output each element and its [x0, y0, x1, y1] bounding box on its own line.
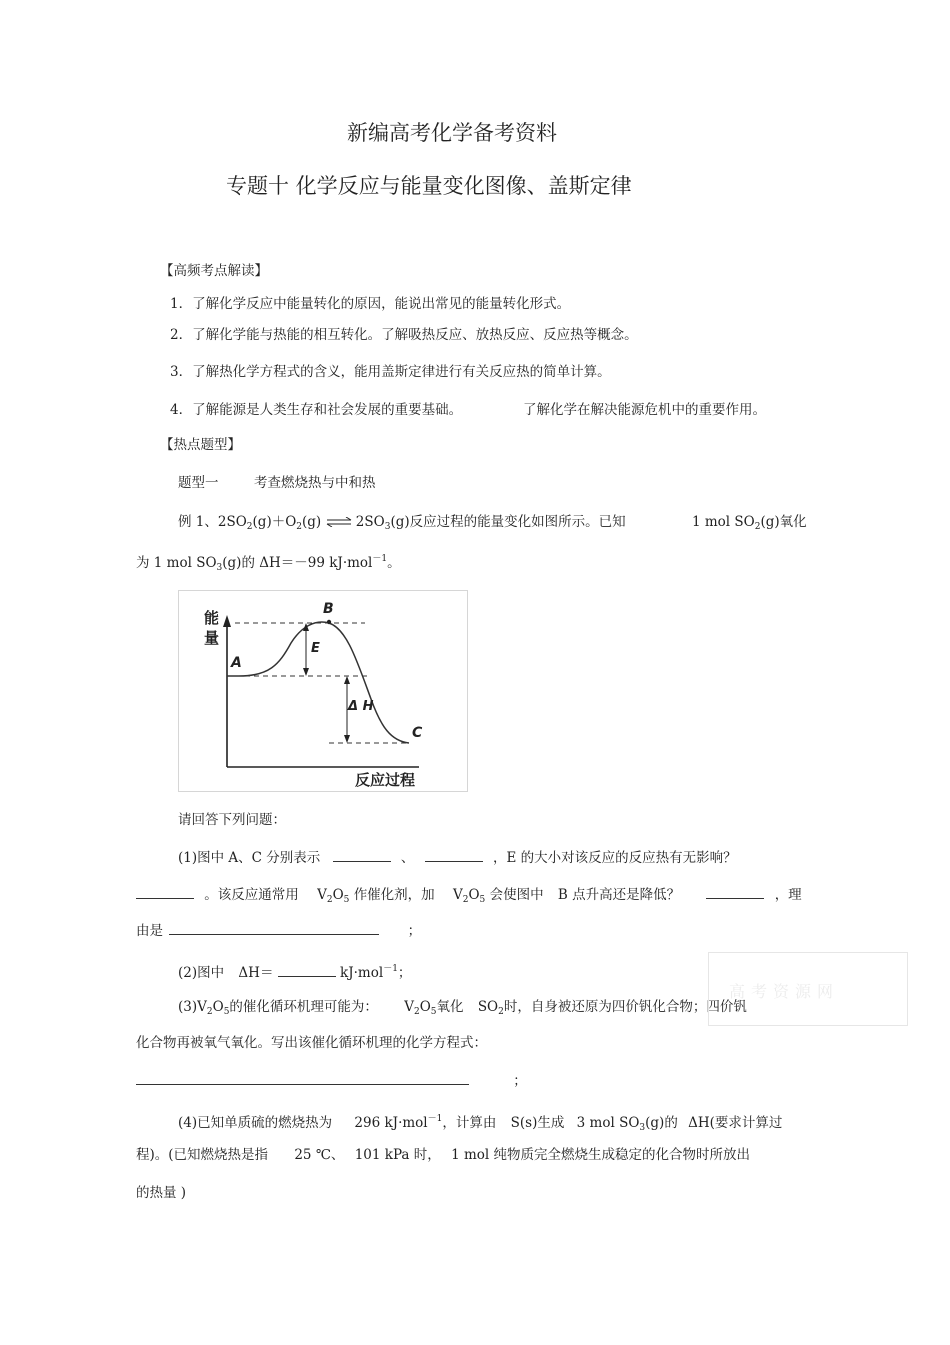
page-title: 新编高考化学备考资料	[347, 121, 557, 145]
equilibrium-arrow-icon	[326, 514, 352, 532]
y-axis-label-1: 能	[204, 609, 220, 627]
question-4-line-1: (4)已知单质硫的燃烧热为 296 kJ·mol$^{-1}$，计算由 S(s)生成 3 mol $SO_3(g)$的 ΔH(要求计算过	[178, 1114, 783, 1133]
watermark-box	[708, 952, 908, 1026]
example-line-2: 为 1 mol $SO_3(g)$的 ΔH＝－99 kJ·mol$^{-1}$。	[136, 554, 401, 573]
question-3-line-3: ；	[136, 1072, 527, 1090]
point-3: 3．了解热化学方程式的含义，能用盖斯定律进行有关反应热的简单计算。	[170, 364, 611, 380]
answer-blank-a[interactable]	[333, 849, 391, 862]
question-1-line-3: 由是 ；	[136, 923, 422, 939]
delta-h-label: Δ H	[348, 699, 374, 714]
question-3-line-2: 化合物再被氧气氧化。写出该催化循环机理的化学方程式：	[136, 1035, 487, 1051]
question-3-line-1: $(3)V_2O_5$的催化循环机理可能为： $V_2O_5$氧化 $SO_2$时，自身被还原为四价钒化合物；四价钒	[178, 999, 747, 1017]
reading-heading: 【高频考点解读】	[160, 263, 268, 279]
x-axis-label: 反应过程	[355, 771, 416, 789]
questions-prompt: 请回答下列问题：	[178, 812, 286, 828]
watermark-text: 高考资源网	[729, 982, 840, 1001]
type-one-title: 考查燃烧热与中和热	[254, 475, 376, 491]
answer-blank-reason[interactable]	[169, 922, 379, 935]
question-1-line-2: 。该反应通常用 $V_2O_5$ 作催化剂，加 $V_2O_5$ 会使图中 B 点升高还是降低？ ，理	[136, 886, 802, 909]
type-one-label: 题型一	[178, 475, 219, 491]
point-c-label: C	[412, 725, 423, 741]
point-4-cont: 了解化学在解决能源危机中的重要作用。	[523, 402, 766, 418]
hot-heading: 【热点题型】	[160, 437, 241, 453]
answer-blank-b-point[interactable]	[706, 886, 764, 899]
point-1: 1．了解化学反应中能量转化的原因，能说出常见的能量转化形式。	[170, 296, 571, 312]
answer-blank-equation[interactable]	[136, 1072, 469, 1085]
energy-diagram	[178, 590, 468, 792]
point-4: 4．了解能源是人类生存和社会发展的重要基础。	[170, 402, 463, 418]
answer-blank-c[interactable]	[425, 849, 483, 862]
example-line-1-tail: 1 mol $SO_2(g)$氧化	[692, 514, 807, 532]
y-axis-label-2: 量	[204, 629, 220, 647]
question-4-line-3: 的热量 )	[136, 1185, 187, 1201]
point-b-label: B	[323, 601, 334, 617]
example-line-1: 例 1、$2SO_2(g)+O_2(g)$ $2SO_3(g)$反应过程的能量变化如图所示。已知	[178, 514, 626, 532]
question-4-line-2: 程)。(已知燃烧热是指 25 ℃、 101 kPa 时， 1 mol 纯物质完全燃烧生成稳定的化合物时所放出	[136, 1147, 750, 1163]
point-2: 2．了解化学能与热能的相互转化。了解吸热反应、放热反应、反应热等概念。	[170, 327, 638, 343]
answer-blank-delta-h[interactable]	[278, 964, 336, 977]
question-1-line-1: (1)图中 A、C 分别表示 、 ，E 的大小对该反应的反应热有无影响？	[178, 850, 737, 866]
point-a-label: A	[231, 655, 242, 671]
answer-blank-e-effect[interactable]	[136, 886, 194, 899]
page-subtitle: 专题十 化学反应与能量变化图像、盖斯定律	[226, 174, 632, 198]
question-2: (2)图中 ΔH＝ kJ·mol$^{-1}$；	[178, 964, 412, 981]
energy-e-label: E	[311, 641, 320, 656]
